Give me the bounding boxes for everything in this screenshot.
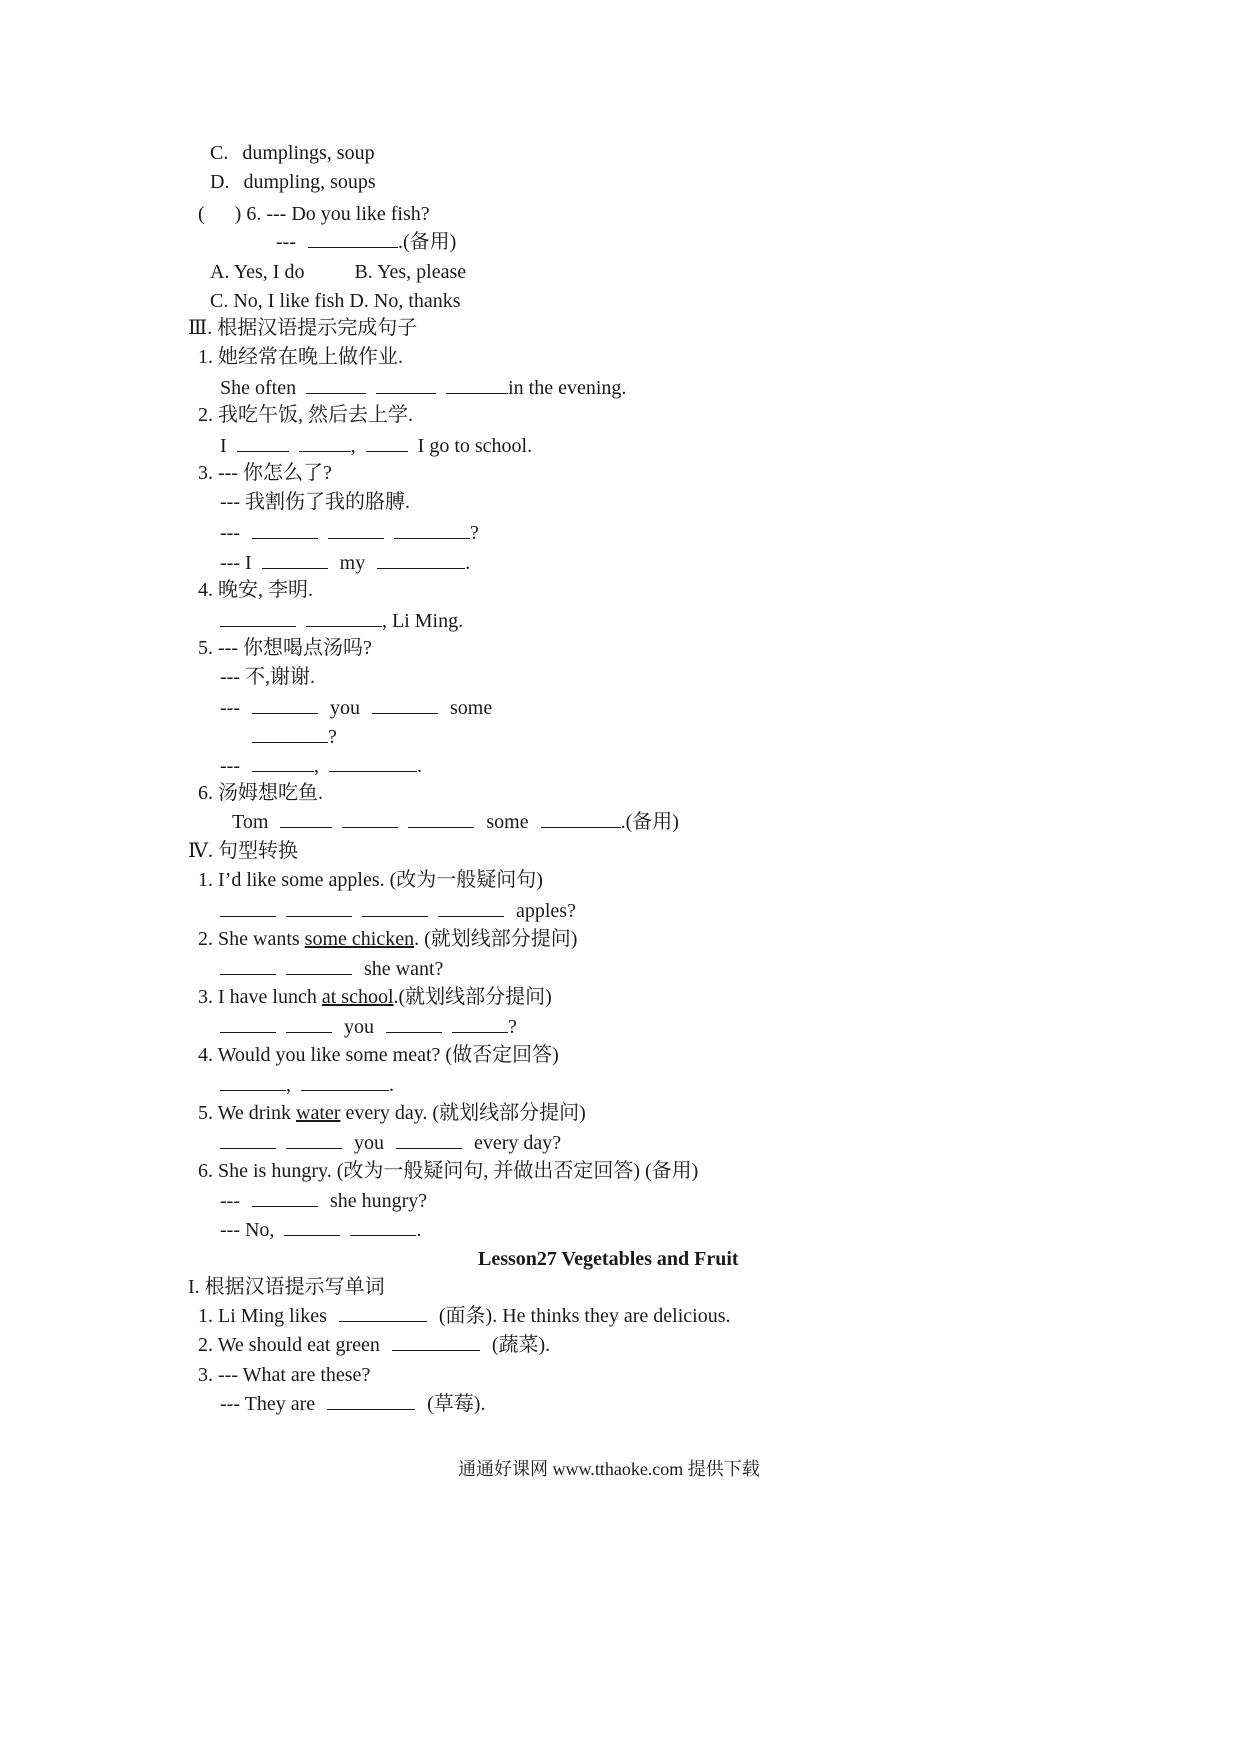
answer-blank[interactable] [339, 1303, 427, 1322]
answer-blank[interactable] [252, 695, 318, 714]
s4-item-2-q: 2. She wants some chicken. (就划线部分提问) [198, 928, 578, 950]
answer-blank[interactable] [408, 809, 474, 828]
s4-item-1-answer: apples? [220, 898, 576, 924]
answer-blank[interactable] [262, 550, 328, 569]
answer-blank[interactable] [327, 1391, 415, 1410]
answer-blank[interactable] [392, 1332, 480, 1351]
s4-item-2-answer: she want? [220, 956, 443, 982]
s4-item-1-q: 1. I’d like some apples. (改为一般疑问句) [198, 869, 543, 891]
s3-item-4-answer: , Li Ming. [220, 608, 463, 634]
answer-blank[interactable] [328, 520, 384, 539]
answer-blank[interactable] [377, 550, 465, 569]
lesson-item-1: 1. Li Ming likes (面条). He thinks they are delicious. [198, 1305, 731, 1327]
answer-blank[interactable] [350, 1217, 416, 1236]
answer-blank[interactable] [396, 1130, 462, 1149]
s4-item-4-answer: , . [220, 1072, 394, 1098]
question-6-options-cd: C. No, I like fish D. No, thanks [210, 290, 461, 312]
section-3-heading: Ⅲ. 根据汉语提示完成句子 [188, 317, 418, 339]
answer-blank[interactable] [394, 520, 470, 539]
answer-blank[interactable] [220, 608, 296, 627]
answer-blank[interactable] [237, 433, 289, 452]
s4-item-4-q: 4. Would you like some meat? (做否定回答) [198, 1044, 559, 1066]
answer-blank[interactable] [286, 1130, 342, 1149]
s4-item-3-answer: you ? [220, 1014, 517, 1040]
answer-blank[interactable] [372, 695, 438, 714]
lesson-title: Lesson27 Vegetables and Fruit [478, 1248, 739, 1270]
question-6-options-ab: A. Yes, I do B. Yes, please [210, 261, 467, 283]
s4-item-5-q: 5. We drink water every day. (就划线部分提问) [198, 1102, 586, 1124]
answer-blank[interactable] [386, 1014, 442, 1033]
answer-blank[interactable] [252, 724, 328, 743]
answer-blank[interactable] [252, 753, 314, 772]
s3-item-5-answer-2: ? [252, 724, 337, 750]
question-6: ( ) 6. --- Do you like fish? [198, 203, 430, 225]
s3-item-3-cn2: --- 我割伤了我的胳膊. [220, 491, 410, 513]
footer-text: 通通好课网 www.tthaoke.com 提供下载 [458, 1459, 760, 1479]
s3-item-6-cn: 6. 汤姆想吃鱼. [198, 782, 323, 804]
question-6-answer: --- .(备用) [276, 231, 457, 253]
answer-blank[interactable] [301, 1072, 389, 1091]
s3-item-3-cn1: 3. --- 你怎么了? [198, 462, 332, 484]
lesson-section-1-heading: I. 根据汉语提示写单词 [188, 1276, 385, 1298]
s3-item-6-answer: Tom some .(备用) [232, 811, 679, 833]
answer-blank[interactable] [220, 956, 276, 975]
answer-blank[interactable] [286, 898, 352, 917]
s3-item-4-cn: 4. 晚安, 李明. [198, 579, 313, 601]
answer-blank[interactable] [220, 1014, 276, 1033]
answer-blank[interactable] [280, 809, 332, 828]
answer-blank[interactable] [252, 520, 318, 539]
answer-blank[interactable] [220, 1072, 286, 1091]
section-4-heading: Ⅳ. 句型转换 [188, 840, 298, 862]
s3-item-5-cn2: --- 不,谢谢. [220, 666, 315, 688]
answer-blank[interactable] [541, 809, 621, 828]
s3-item-1-answer: She often in the evening. [220, 377, 627, 399]
option-c: C. dumplings, soup [210, 142, 375, 164]
answer-blank[interactable] [362, 898, 428, 917]
s3-item-3-answer-2: --- I my . [220, 552, 471, 574]
s4-item-6-answer-2: --- No, . [220, 1219, 422, 1241]
option-d: D. dumpling, soups [210, 171, 376, 193]
answer-blank[interactable] [446, 375, 508, 394]
answer-blank[interactable] [220, 898, 276, 917]
answer-blank[interactable] [376, 375, 436, 394]
s4-item-6-q: 6. She is hungry. (改为一般疑问句, 并做出否定回答) (备用) [198, 1160, 699, 1182]
s3-item-1-cn: 1. 她经常在晚上做作业. [198, 346, 403, 368]
answer-blank[interactable] [252, 1188, 318, 1207]
s4-item-5-answer: you every day? [220, 1130, 561, 1156]
s3-item-5-answer-1: --- you some [220, 697, 493, 719]
s3-item-5-cn1: 5. --- 你想喝点汤吗? [198, 637, 372, 659]
answer-blank[interactable] [306, 375, 366, 394]
answer-blank[interactable] [452, 1014, 508, 1033]
answer-blank[interactable] [306, 608, 382, 627]
answer-blank[interactable] [329, 753, 417, 772]
answer-blank[interactable] [342, 809, 398, 828]
answer-blank[interactable] [284, 1217, 340, 1236]
s3-item-2-cn: 2. 我吃午饭, 然后去上学. [198, 404, 413, 426]
s4-item-6-answer-1: --- she hungry? [220, 1190, 428, 1212]
answer-blank[interactable] [438, 898, 504, 917]
question-6-text: 6. --- Do you like fish? [246, 203, 430, 225]
s3-item-5-answer-3: --- , . [220, 755, 422, 777]
s3-item-3-answer-1: --- ? [220, 522, 479, 544]
answer-blank[interactable] [299, 433, 351, 452]
lesson-item-3-answer: --- They are (草莓). [220, 1393, 486, 1415]
s3-item-2-answer: I , I go to school. [220, 435, 533, 457]
answer-blank[interactable] [286, 956, 352, 975]
lesson-item-2: 2. We should eat green (蔬菜). [198, 1334, 551, 1356]
answer-blank[interactable] [220, 1130, 276, 1149]
answer-blank[interactable] [366, 433, 408, 452]
s4-item-3-q: 3. I have lunch at school.(就划线部分提问) [198, 986, 552, 1008]
answer-blank[interactable] [286, 1014, 332, 1033]
lesson-item-3-q: 3. --- What are these? [198, 1364, 371, 1386]
answer-blank[interactable] [308, 229, 398, 248]
